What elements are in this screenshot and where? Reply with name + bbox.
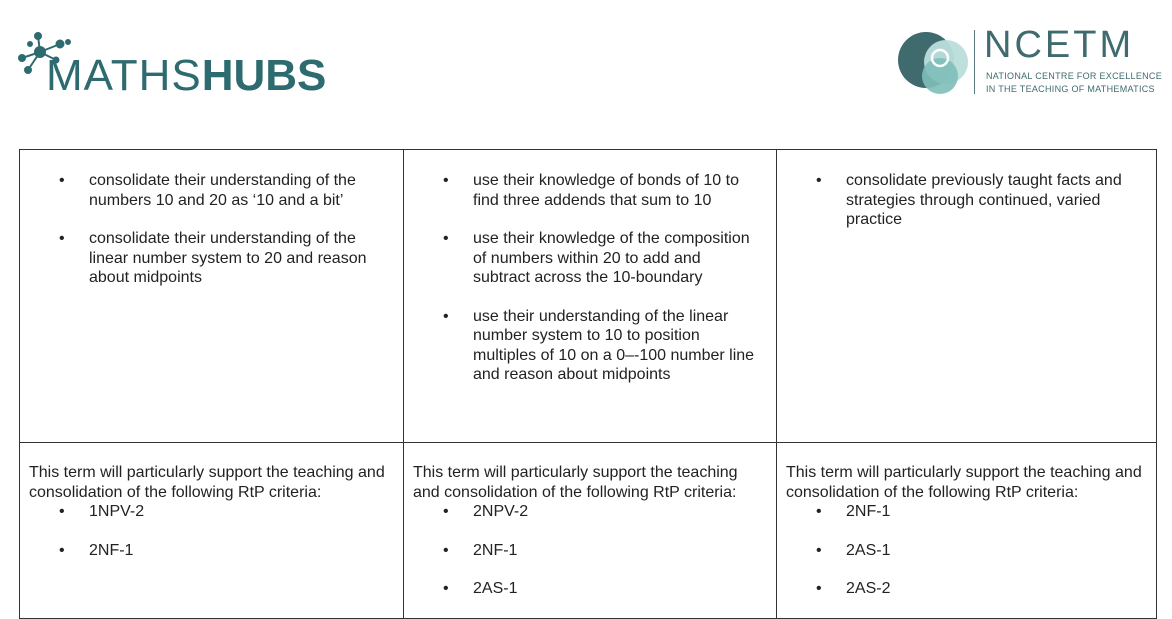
mathshubs-wordmark <box>46 51 327 100</box>
objectives-cell-3 <box>777 150 1157 443</box>
criteria-intro: This term will particularly support the teaching and consolidation of the following RtP criteria: <box>29 464 385 501</box>
objective-item: • consolidate their understanding of the numbers 10 and 20 as ‘10 and a bit’ <box>20 171 389 210</box>
ncetm-subtitle-line1: NATIONAL CENTRE FOR EXCELLENCE <box>986 71 1163 81</box>
criteria-intro: This term will particularly support the teaching and consolidation of the following RtP criteria: <box>786 464 1142 501</box>
curriculum-table <box>19 149 1157 619</box>
criterion-item: • 2NF-1 <box>20 541 403 561</box>
criteria-intro: This term will particularly support the teaching and consolidation of the following RtP criteria: <box>413 464 738 501</box>
criterion-item: • 2NF-1 <box>404 541 776 561</box>
objective-item: • use their knowledge of bonds of 10 to find three addends that sum to 10 <box>404 171 762 210</box>
criterion-item: • 1NPV-2 <box>20 502 403 522</box>
criteria-cell-2 <box>404 443 777 619</box>
mathshubs-logo <box>16 30 327 100</box>
objectives-row <box>20 150 1157 443</box>
ncetm-subtitle-line2: IN THE TEACHING OF MATHEMATICS <box>986 84 1155 94</box>
objective-item: • consolidate previously taught facts and strategies through continued, varied practice <box>777 171 1142 230</box>
criterion-item: • 2NF-1 <box>777 502 1156 522</box>
criterion-item: • 2AS-1 <box>404 579 776 599</box>
ncetm-divider <box>974 30 975 94</box>
criterion-item: • 2AS-2 <box>777 579 1156 599</box>
objectives-cell-2 <box>404 150 777 443</box>
criteria-cell-3 <box>777 443 1157 619</box>
objectives-cell-1 <box>20 150 404 443</box>
criteria-row <box>20 443 1157 619</box>
criteria-cell-1 <box>20 443 404 619</box>
objective-item: • use their knowledge of the composition of numbers within 20 to add and subtract across the 10-boundary <box>404 229 762 288</box>
objective-item: • use their understanding of the linear number system to 10 to position multiples of 10 on a 0–-100 number line and reason about midpoints <box>404 307 762 385</box>
criterion-item: • 2NPV-2 <box>404 502 776 522</box>
mathshubs-wordmark-bold: HUBS <box>201 51 327 100</box>
mathshubs-wordmark-light: MATHS <box>46 51 202 100</box>
ncetm-circles-icon <box>896 28 976 98</box>
ncetm-title: NCETM <box>984 24 1135 66</box>
objective-item: • consolidate their understanding of the linear number system to 20 and reason about midpoints <box>20 229 389 288</box>
ncetm-logo <box>896 24 1163 98</box>
criterion-item: • 2AS-1 <box>777 541 1156 561</box>
